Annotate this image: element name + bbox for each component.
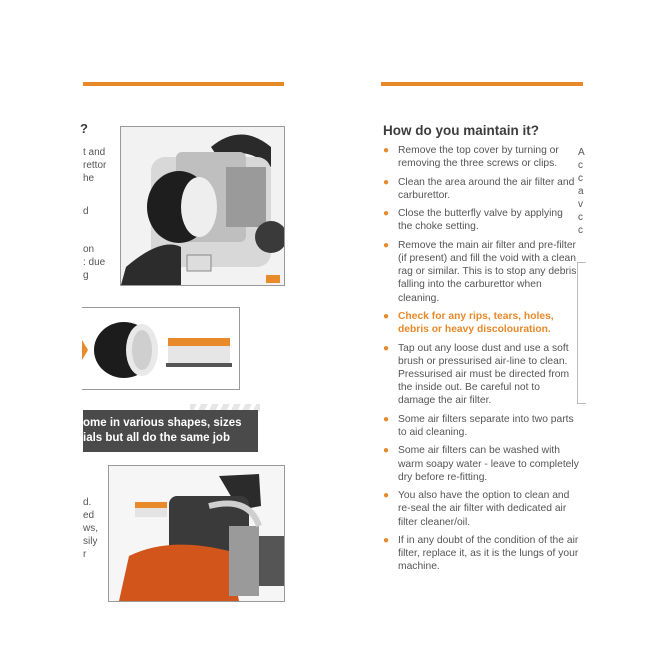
left-heading-fragment: ? <box>80 121 88 136</box>
right-edge-fragment: A <box>578 147 585 158</box>
left-text-fragment: r <box>83 549 87 560</box>
list-item <box>383 176 579 202</box>
left-text-fragment: t and <box>83 147 106 158</box>
right-edge-fragment: c <box>578 225 583 236</box>
step-text: Remove the top cover by turning or removing the three screws or clips. <box>398 145 559 170</box>
bullet-icon: ● <box>383 239 390 251</box>
bullet-icon: ● <box>383 310 390 322</box>
right-edge-fragment: v <box>578 199 583 210</box>
bullet-icon: ● <box>383 534 390 546</box>
left-text-fragment: g <box>83 270 89 281</box>
bullet-icon: ● <box>383 342 390 354</box>
step-text: Some air filters separate into two parts to aid cleaning. <box>398 413 574 438</box>
air-filters-photo <box>82 307 240 390</box>
left-text-fragment: d. <box>83 497 92 508</box>
step-text: Tap out any loose dust and use a soft brush or pressurised air-line to clean. Pressurised air must be directed from the inside out. Be careful not to damage the air filter. <box>398 342 570 407</box>
left-header-rule <box>83 82 284 86</box>
chainsaw-filter-photo <box>120 126 285 286</box>
right-edge-box <box>577 262 586 404</box>
step-text: You also have the option to clean and re-seal the air filter with dedicated air filter cleaner/oil. <box>398 490 570 528</box>
shapes-banner <box>83 410 258 452</box>
maintain-heading: How do you maintain it? <box>383 123 539 138</box>
bullet-icon: ● <box>383 145 390 156</box>
banner-line-2: ials but all do the same job <box>83 432 230 444</box>
left-text-fragment: sily <box>83 536 98 547</box>
step-text: Check for any rips, tears, holes, debris or heavy discolouration. <box>398 310 554 336</box>
maintenance-steps-list <box>383 144 579 579</box>
banner-line-1: ome in various shapes, sizes <box>83 417 242 429</box>
list-item <box>383 144 579 170</box>
list-item <box>383 342 579 408</box>
right-edge-fragment: c <box>578 173 583 184</box>
step-text: Clean the area around the air filter and carburettor. <box>398 176 575 201</box>
left-text-fragment: : due <box>83 257 106 268</box>
list-item <box>383 534 579 574</box>
right-edge-fragment: c <box>578 212 583 223</box>
step-text: If in any doubt of the condition of the air filter, replace it, as it is the lungs of your machine. <box>398 534 579 573</box>
list-item <box>383 239 579 305</box>
bullet-icon: ● <box>383 176 390 188</box>
left-text-fragment: on <box>83 244 95 255</box>
right-edge-fragment: c <box>578 160 583 171</box>
step-text: Some air filters can be washed with warm soapy water - leave to completely dry before re-fitting. <box>398 445 579 483</box>
left-text-fragment: d <box>83 206 89 217</box>
step-text: Remove the main air filter and pre-filter (if present) and fill the void with a clean rag or similar. This is to stop any debris falling into the carburettor when cleaning. <box>398 239 577 304</box>
left-text-fragment: rettor <box>83 160 107 171</box>
list-item <box>383 489 579 529</box>
left-text-fragment: ed <box>83 510 95 521</box>
right-edge-fragment: a <box>578 186 584 197</box>
left-text-fragment: ws, <box>83 523 98 534</box>
orange-chainsaw-photo <box>108 465 285 602</box>
list-item <box>383 444 579 484</box>
bullet-icon: ● <box>383 445 390 457</box>
left-text-fragment: he <box>83 173 95 184</box>
right-header-rule <box>381 82 583 86</box>
list-item <box>383 413 579 439</box>
list-item-highlight <box>383 310 579 336</box>
bullet-icon: ● <box>383 490 390 502</box>
bullet-icon: ● <box>383 208 390 220</box>
list-item <box>383 207 579 233</box>
bullet-icon: ● <box>383 413 390 425</box>
step-text: Close the butterfly valve by applying the choke setting. <box>398 208 563 233</box>
